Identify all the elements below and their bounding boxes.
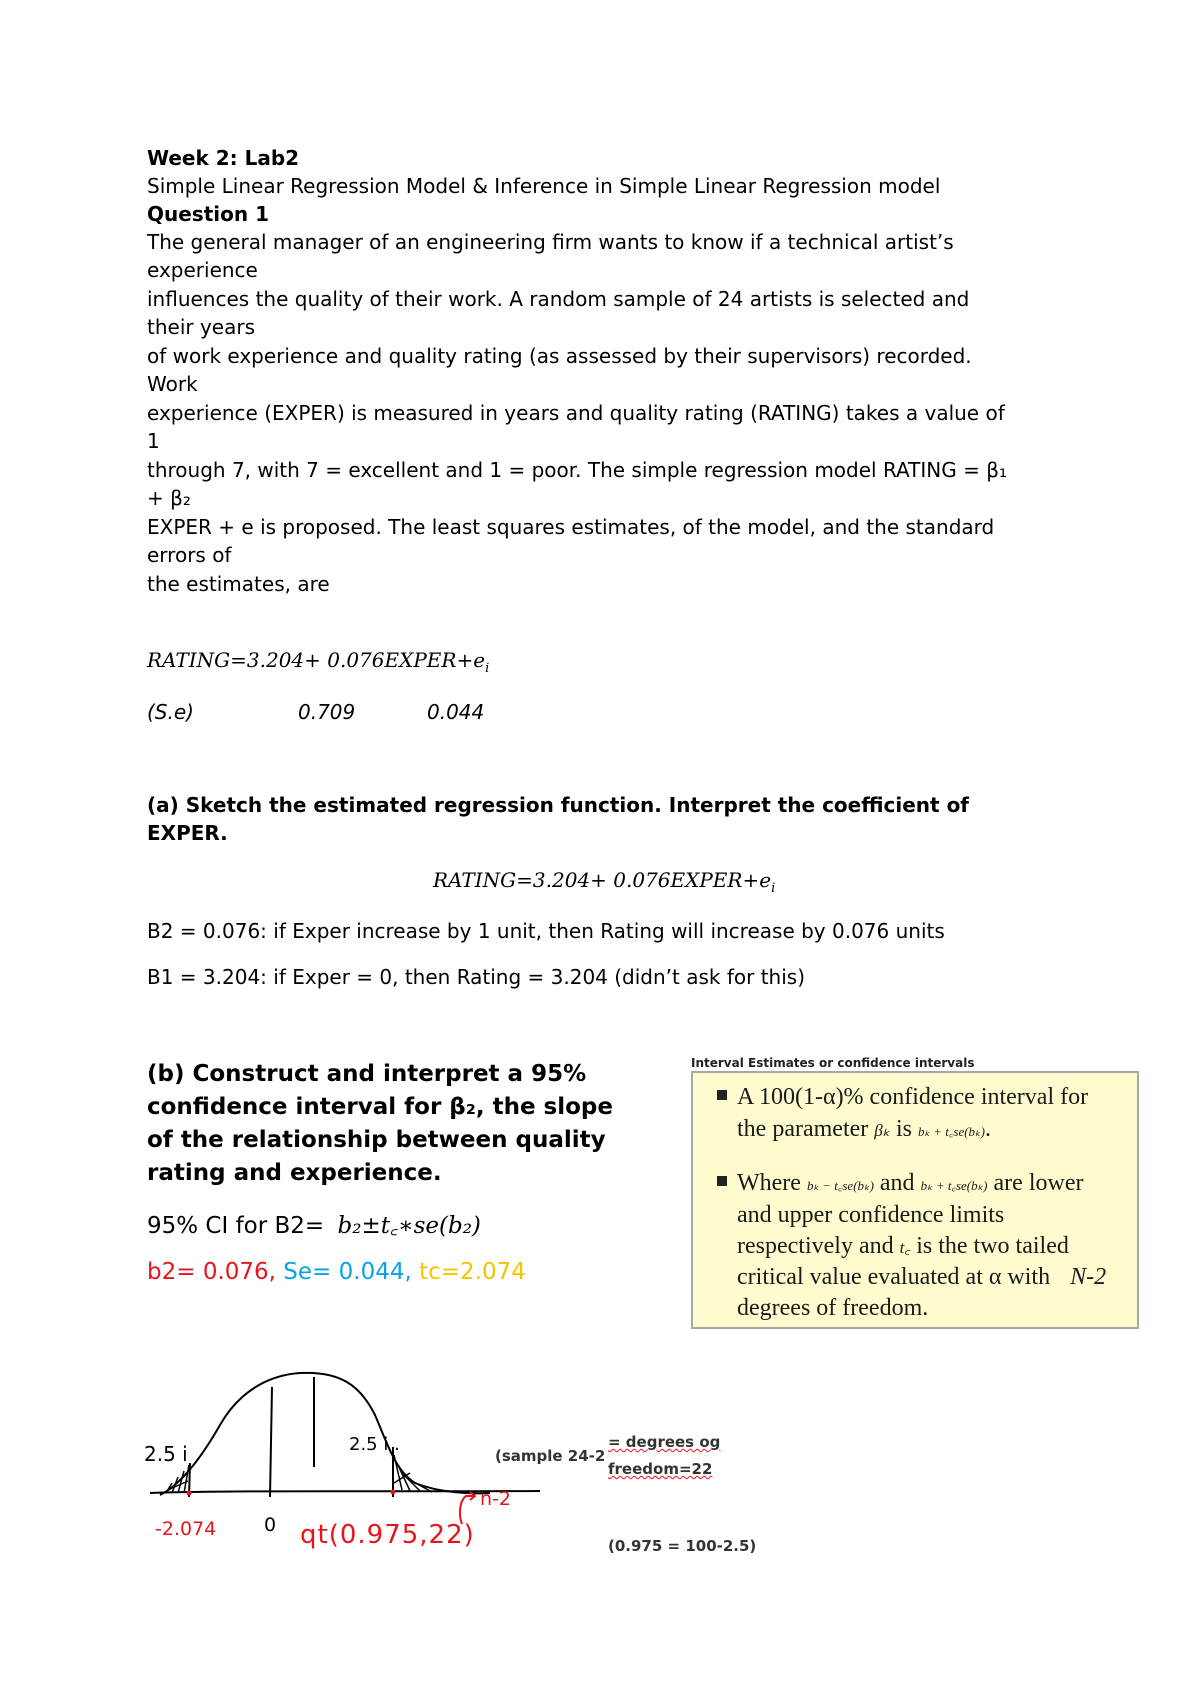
intro-line-11: EXPER + e is proposed. The least squares estimates, of the model, and the standard bbox=[147, 515, 995, 539]
quantile-note: (0.975 = 100-2.5) bbox=[608, 1537, 757, 1555]
question-heading: Question 1 bbox=[147, 202, 269, 226]
b1-interpretation: B1 = 3.204: if Exper = 0, then Rating = 3.204 (didn’t ask for this) bbox=[147, 965, 806, 989]
se-value: Se= 0.044, bbox=[283, 1259, 412, 1285]
neg-critical-value: -2.074 bbox=[155, 1518, 217, 1540]
part-b-line-2: confidence interval for β₂, the slope bbox=[147, 1094, 613, 1120]
dof-line-2: freedom=22 bbox=[608, 1460, 713, 1478]
tc-value: tc=2.074 bbox=[419, 1259, 526, 1285]
intro-line-9: through 7, with 7 = excellent and 1 = poor. The simple regression model RATING = β₁ bbox=[147, 458, 1007, 482]
ci-label: 95% CI for B2= bbox=[147, 1213, 325, 1239]
part-b-line-3: of the relationship between quality bbox=[147, 1127, 606, 1153]
sketch-density-curve bbox=[160, 1373, 490, 1495]
intro-line-8: 1 bbox=[147, 429, 160, 453]
sketch-center-line bbox=[270, 1387, 272, 1497]
right-tail-label: 2.5 i . bbox=[349, 1434, 400, 1455]
intro-line-10: + β₂ bbox=[147, 486, 191, 510]
intro-line-1: The general manager of an engineering firm wants to know if a technical artist’s bbox=[147, 230, 954, 254]
bullet-square-icon bbox=[717, 1176, 727, 1186]
ci-formula: b₂±t꜀∗se(b₂) bbox=[337, 1213, 481, 1239]
part-a-question-line-1: (a) Sketch the estimated regression function. Interpret the coefficient of bbox=[147, 793, 970, 817]
b2-interpretation: B2 = 0.076: if Exper increase by 1 unit, then Rating will increase by 0.076 units bbox=[147, 919, 945, 943]
se-slope: 0.044 bbox=[427, 700, 485, 724]
se-label: (S.e) bbox=[147, 700, 194, 724]
n-minus-2-label: n-2 bbox=[480, 1488, 511, 1510]
regression-equation-repeat: RATING=3.204+ $0.076EXPER+e_i$ bbox=[433, 868, 776, 896]
bullet-square-icon bbox=[717, 1090, 727, 1100]
ci-formula-line bbox=[147, 1208, 481, 1240]
slide-bullet-2-line-4: critical value evaluated at α with N-2 bbox=[737, 1264, 1107, 1290]
part-b-line-1: (b) Construct and interpret a 95% bbox=[147, 1061, 587, 1087]
slide-bullet-1-line-1: A 100(1-α)% confidence interval for bbox=[717, 1081, 1088, 1113]
subtitle: Simple Linear Regression Model & Inference in Simple Linear Regression model bbox=[147, 174, 941, 198]
week-title: Week 2: Lab2 bbox=[147, 146, 300, 170]
slide-bullet-2-line-3: respectively and t꜀ is the two tailed bbox=[737, 1233, 1069, 1259]
intro-line-4: their years bbox=[147, 315, 255, 339]
intro-line-6: Work bbox=[147, 372, 198, 396]
regression-equation: RATING=3.204+ $0.076EXPER+e_i$ bbox=[147, 648, 490, 676]
values-line bbox=[147, 1259, 526, 1285]
intro-line-13: the estimates, are bbox=[147, 572, 330, 596]
dof-line-1: = degrees og bbox=[608, 1433, 721, 1451]
part-a-question-line-2: EXPER. bbox=[147, 821, 228, 845]
intro-line-12: errors of bbox=[147, 543, 232, 567]
sketch-left-crit-dot bbox=[187, 1491, 192, 1496]
part-b-question bbox=[147, 1058, 613, 1190]
intro-line-2: experience bbox=[147, 258, 258, 282]
qt-call: qt(0.975,22) bbox=[300, 1520, 475, 1550]
slide-bullet-2-line-5: degrees of freedom. bbox=[737, 1295, 929, 1321]
slide-box bbox=[691, 1071, 1139, 1329]
intro-line-7: experience (EXPER) is measured in years and quality rating (RATING) takes a value of bbox=[147, 401, 1005, 425]
intro-line-3: influences the quality of their work. A random sample of 24 artists is selected and bbox=[147, 287, 970, 311]
slide-title: Interval Estimates or confidence intervals bbox=[691, 1056, 975, 1070]
sketch-right-crit-dot bbox=[391, 1490, 396, 1495]
se-intercept: 0.709 bbox=[298, 700, 356, 724]
part-b-line-4: rating and experience. bbox=[147, 1160, 442, 1186]
left-tail-label: 2.5 i bbox=[144, 1442, 188, 1466]
n-minus-2-arrow-icon bbox=[450, 1488, 480, 1528]
slide-bullet-2-line-1: Where bₖ − t꜀se(bₖ) and bₖ + t꜀se(bₖ) are lower bbox=[717, 1167, 1083, 1202]
sample-note: (sample 24-2 bbox=[495, 1447, 606, 1465]
slide-bullet-2-line-2: and upper confidence limits bbox=[737, 1202, 1005, 1228]
b2-value: b2= 0.076, bbox=[147, 1259, 276, 1285]
zero-label: 0 bbox=[264, 1514, 277, 1536]
slide-bullet-1-line-2: the parameter βₖ is bₖ + t꜀se(bₖ). bbox=[737, 1116, 991, 1142]
intro-line-5: of work experience and quality rating (as assessed by their supervisors) recorded. bbox=[147, 344, 972, 368]
